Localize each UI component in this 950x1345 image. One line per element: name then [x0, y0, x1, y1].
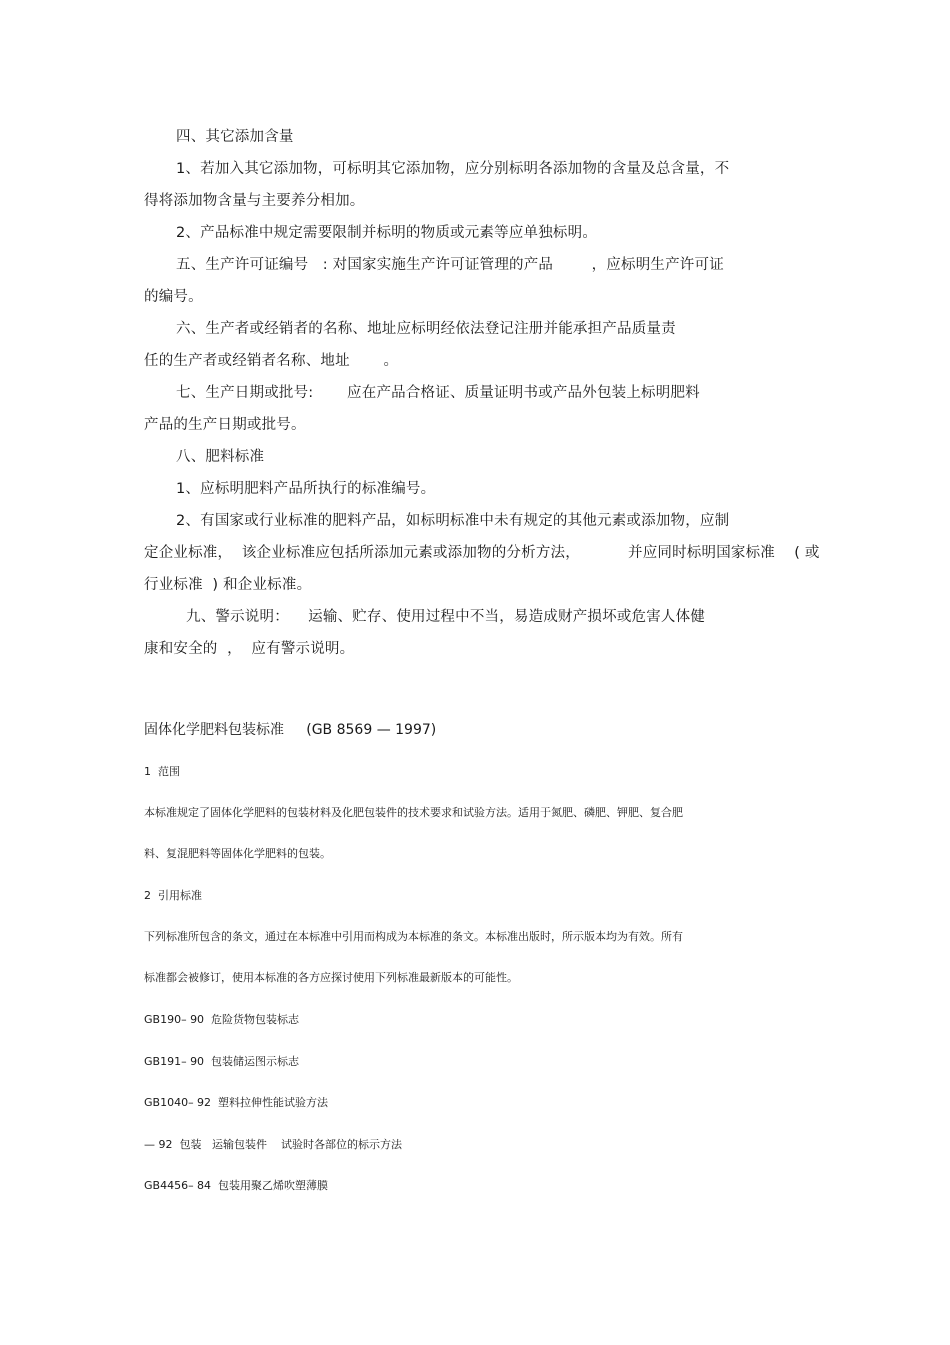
paragraph-line: 行业标准 ) 和企业标准。 [144, 577, 312, 593]
reference-item: GB190– 90 危险货物包装标志 [144, 1013, 300, 1026]
paragraph-line: 标准都会被修订，使用本标准的各方应探讨使用下列标准最新版本的可能性。 [144, 971, 518, 984]
paragraph-line: 1、应标明肥料产品所执行的标准编号。 [176, 481, 436, 497]
paragraph-line: 2、产品标准中规定需要限制并标明的物质或元素等应单独标明。 [176, 225, 598, 241]
paragraph-line: 的编号。 [144, 289, 203, 305]
reference-item: — 92 包装 运输包装件 试验时各部位的标示方法 [144, 1138, 402, 1151]
paragraph-line: 1、若加入其它添加物，可标明其它添加物，应分别标明各添加物的含量及总含量，不 [176, 161, 730, 177]
paragraph-line: 本标准规定了固体化学肥料的包装材料及化肥包装件的技术要求和试验方法。适用于氮肥、磷肥、钾肥、复合肥 [144, 806, 683, 819]
heading-fertilizer-standard: 八、肥料标准 [176, 449, 265, 465]
paragraph-line: 七、生产日期或批号: 应在产品合格证、质量证明书或产品外包装上标明肥料 [176, 385, 700, 401]
standard-title: 固体化学肥料包装标准 (GB 8569 — 1997) [144, 722, 437, 738]
paragraph-line: 得将添加物含量与主要养分相加。 [144, 193, 365, 209]
reference-item: GB4456– 84 包装用聚乙烯吹塑薄膜 [144, 1179, 329, 1192]
paragraph-line: 定企业标准， 该企业标准应包括所添加元素或添加物的分析方法， 并应同时标明国家标准 ( 或 [144, 545, 820, 561]
reference-item: GB191– 90 包装储运图示标志 [144, 1055, 300, 1068]
paragraph-line: 料、复混肥料等固体化学肥料的包装。 [144, 847, 331, 860]
paragraph-line: 九、警示说明： 运输、贮存、使用过程中不当，易造成财产损坏或危害人体健 [186, 609, 706, 625]
paragraph-line: 任的生产者或经销者名称、地址 。 [144, 353, 399, 369]
paragraph-line: 六、生产者或经销者的名称、地址应标明经依法登记注册并能承担产品质量责 [176, 321, 676, 337]
section-heading-references: 2 引用标准 [144, 889, 202, 902]
paragraph-line: 康和安全的 ， 应有警示说明。 [144, 641, 355, 657]
paragraph-line: 产品的生产日期或批号。 [144, 417, 306, 433]
reference-item: GB1040– 92 塑料拉伸性能试验方法 [144, 1096, 329, 1109]
paragraph-line: 2、有国家或行业标准的肥料产品，如标明标准中未有规定的其他元素或添加物，应制 [176, 513, 730, 529]
heading-other-additives: 四、其它添加含量 [176, 129, 294, 145]
section-heading-scope: 1 范围 [144, 765, 180, 778]
paragraph-line: 五、生产许可证编号 : 对国家实施生产许可证管理的产品 ，应标明生产许可证 [176, 257, 724, 273]
paragraph-line: 下列标准所包含的条文，通过在本标准中引用而构成为本标准的条文。本标准出版时，所示版本均为有效。所有 [144, 930, 683, 943]
